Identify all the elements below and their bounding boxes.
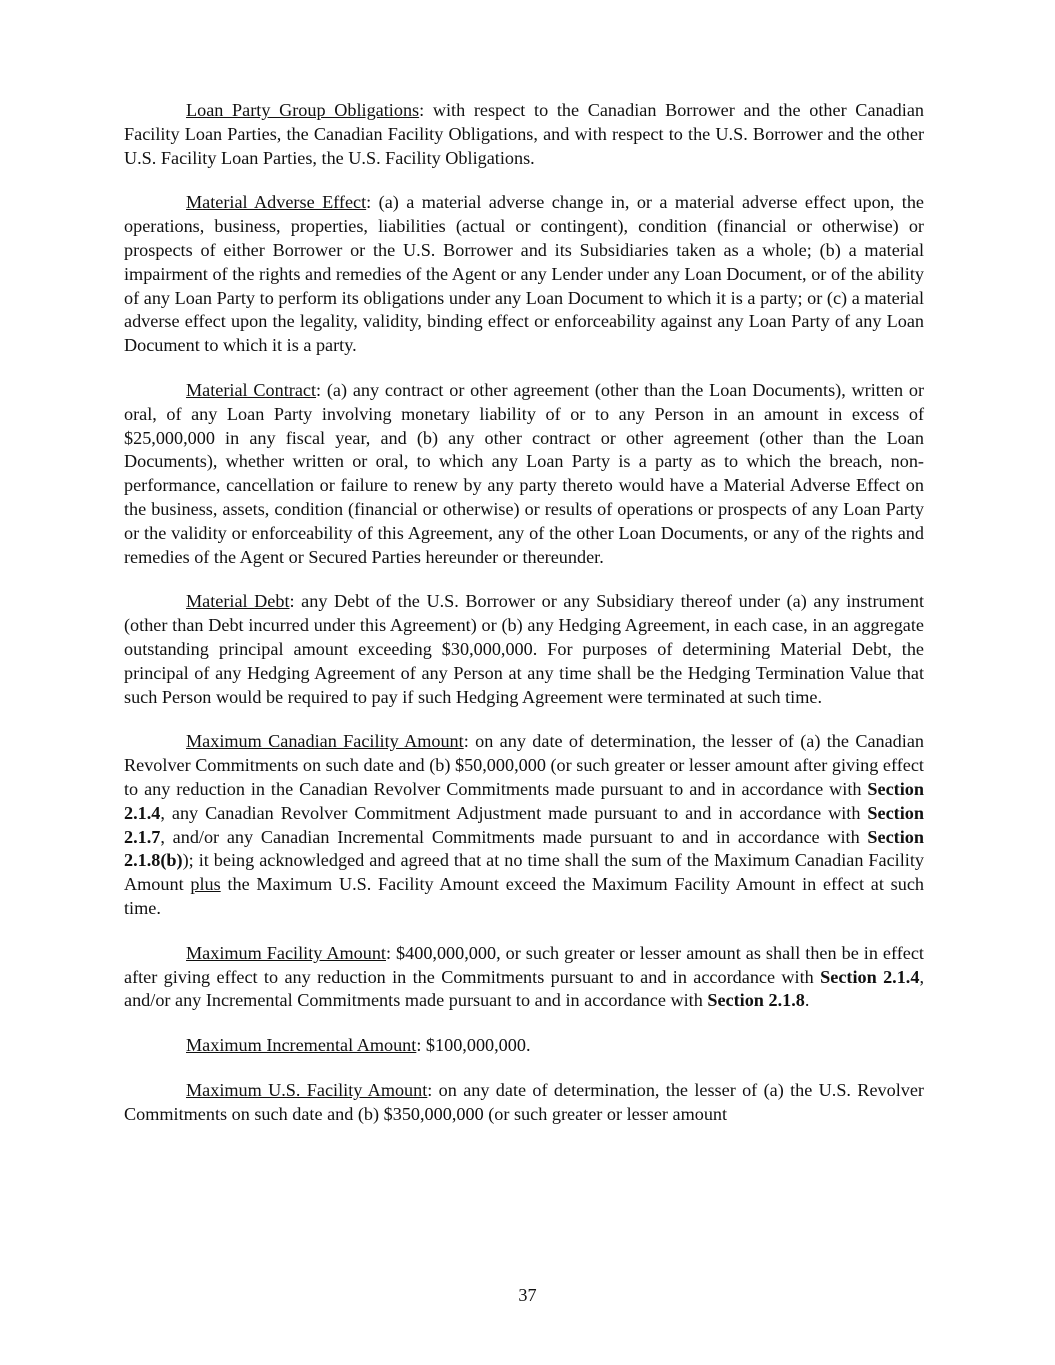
defined-term: Maximum Facility Amount bbox=[186, 942, 386, 963]
definition-maximum-us-facility-amount bbox=[124, 1079, 924, 1127]
defined-term: Maximum Canadian Facility Amount bbox=[186, 731, 464, 752]
definition-text: : with respect to the Canadian Borrower and the other Canadian Facility Loan Parties, the Canadian Facility Obligations, and with respect to the U.S. Borrower and the other U.S. Facility Loan Parties, the U.S. Facility Obligations. bbox=[124, 100, 924, 168]
definition-text: , and/or any Incremental Commitments made pursuant to and in accordance with bbox=[124, 966, 924, 1011]
underlined-word: plus bbox=[190, 874, 221, 895]
definition-text: . bbox=[804, 990, 810, 1011]
defined-term: Maximum Incremental Amount bbox=[186, 1035, 417, 1056]
definition-text: the Maximum U.S. Facility Amount exceed the Maximum Facility Amount in effect at such time. bbox=[124, 874, 924, 918]
definition-text: : (a) a material adverse change in, or a material adverse effect upon, the operations, business, properties, liabilities (actual or contingent), condition (financial or otherwise) or prospects of either Borrower or the U.S. Borrower and its Subsidiaries taken as a whole; (b) a material impairment of the rights and remedies of the Agent or any Lender under any Loan Document, or of the ability of any Loan Party to perform its obligations under any Loan Document to which it is a party; or (c) a material adverse effect upon the legality, validity, binding effect or enforceability against any Loan Party of any Loan Document to which it is a party. bbox=[124, 192, 924, 356]
defined-term: Loan Party Group Obligations bbox=[186, 100, 420, 120]
definition-material-adverse-effect bbox=[124, 191, 924, 358]
section-reference: Section 2.1.8(b) bbox=[124, 826, 924, 871]
definition-maximum-facility-amount bbox=[124, 942, 924, 1013]
defined-term: Material Debt bbox=[186, 591, 290, 612]
definition-material-debt bbox=[124, 590, 924, 709]
defined-term: Material Adverse Effect bbox=[186, 192, 367, 213]
defined-term: Maximum U.S. Facility Amount bbox=[186, 1079, 428, 1100]
section-reference: Section 2.1.4 bbox=[820, 966, 920, 987]
definition-text: : $400,000,000, or such greater or lesser amount as shall then be in effect after giving effect to any reduction in the Commitments pursuant to and in accordance with bbox=[124, 942, 924, 987]
page-number: 37 bbox=[518, 1285, 537, 1305]
definition-maximum-incremental-amount bbox=[124, 1034, 924, 1058]
section-reference: Section 2.1.8 bbox=[707, 990, 805, 1011]
definition-text: : on any date of determination, the lesser of (a) the Canadian Revolver Commitments on such date and (b) $50,000,000 (or such greater or lesser amount after giving effect to any reduction in the Canadian Revolver Commitments made pursuant to and in accordance with bbox=[124, 731, 925, 799]
definition-text: : (a) any contract or other agreement (other than the Loan Documents), written or oral, of any Loan Party involving monetary liability of or to any Person in an amount in excess of $25,000,000 in any fiscal year, and (b) any other contract or other agreement (other than the Loan Documents), whether written or oral, to which any Loan Party is a party as to which the breach, non-performance, cancellation or failure to renew by any party thereto would have a Material Adverse Effect on the business, assets, condition (financial or otherwise) or results of operations or prospects of any Loan Party or the validity or enforceability of this Agreement, any of the other Loan Documents, or any of the rights and remedies of the Agent or Secured Parties hereunder or thereunder. bbox=[124, 379, 925, 567]
definition-maximum-canadian-facility-amount bbox=[124, 730, 924, 920]
definition-loan-party-group-obligations bbox=[124, 99, 924, 170]
section-reference: Section 2.1.7 bbox=[124, 802, 924, 847]
section-reference: Section 2.1.4 bbox=[124, 778, 924, 823]
definition-text: : any Debt of the U.S. Borrower or any Subsidiary thereof under (a) any instrument (other than Debt incurred under this Agreement) or (b) any Hedging Agreement, in each case, in an aggregate outstanding principal amount exceeding $30,000,000. For purposes of determining Material Debt, the principal of any Hedging Agreement of any Person at any time shall be the Hedging Termination Value that such Person would be required to pay if such Hedging Agreement were terminated at such time. bbox=[124, 591, 925, 707]
definition-material-contract bbox=[124, 379, 924, 569]
definition-text: : $100,000,000. bbox=[416, 1035, 531, 1056]
definition-text: , and/or any Canadian Incremental Commitments made pursuant to and in accordance with bbox=[160, 826, 868, 847]
definition-text: ); it being acknowledged and agreed that at no time shall the sum of the Maximum Canadian Facility Amount bbox=[124, 850, 924, 895]
definition-text: : on any date of determination, the lesser of (a) the U.S. Revolver Commitments on such date and (b) $350,000,000 (or such greater or lesser amount bbox=[124, 1079, 924, 1124]
document-page bbox=[124, 99, 924, 1147]
definition-text: , any Canadian Revolver Commitment Adjustment made pursuant to and in accordance with bbox=[160, 802, 868, 823]
defined-term: Material Contract bbox=[186, 379, 317, 400]
